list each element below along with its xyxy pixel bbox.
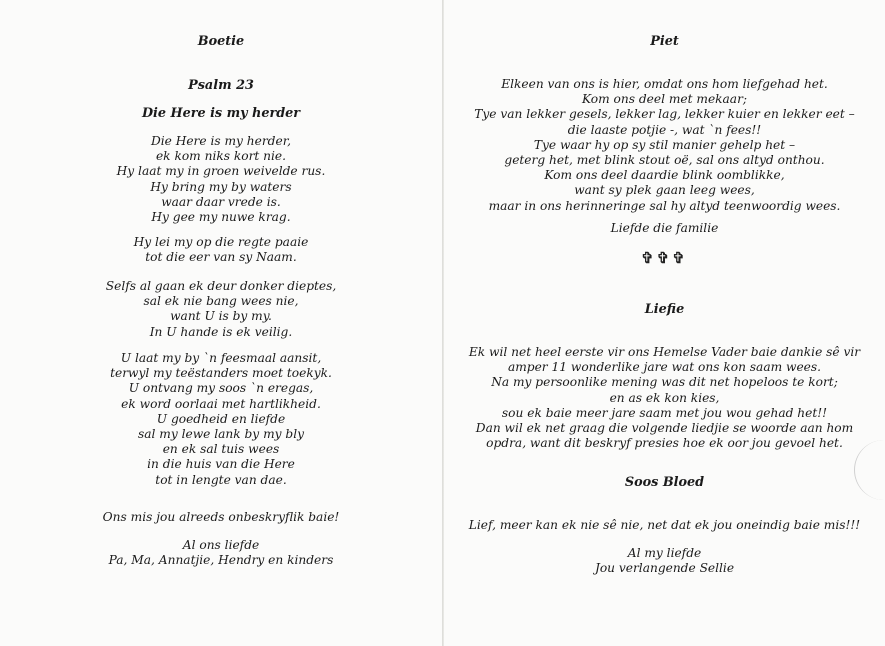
- verse-line: Hy gee my nuwe krag.: [151, 210, 291, 225]
- verse-line: Hy bring my by waters: [150, 179, 292, 194]
- verse-line: Die Here is my herder,: [150, 134, 292, 148]
- psalm-subtitle: Die Here is my herder: [141, 106, 301, 121]
- left-page: [0, 0, 442, 646]
- verse-line: tot in lengte van dae.: [155, 472, 287, 487]
- psalm-stanza-2: [0, 235, 442, 265]
- tribute-line: maar in ons herinneringe sal hy altyd teenwoordig wees.: [488, 198, 841, 213]
- piet-tribute: [444, 77, 885, 214]
- tribute-line: Elkeen van ons is hier, omdat ons hom liefgehad het.: [501, 77, 828, 91]
- verse-line: sal my lewe lank by my bly: [138, 427, 304, 442]
- verse-line: U ontvang my soos `n eregas,: [128, 381, 314, 396]
- message-line: amper 11 wonderlike jare wat ons kon saam wees.: [507, 360, 822, 375]
- liefie-heading: Liefie: [644, 302, 685, 317]
- soos-bloed-text: Lief, meer kan ek nie sê nie, net dat ek jou oneindig baie mis!!!: [468, 518, 861, 532]
- boetie-heading: Boetie: [197, 34, 245, 49]
- message-line: en as ek kon kies,: [609, 390, 720, 405]
- verse-line: U laat my by `n feesmaal aansit,: [120, 351, 322, 365]
- family-signoff: [0, 538, 442, 568]
- verse-line: ek word oorlaai met hartlikheid.: [121, 396, 321, 411]
- verse-line: ek kom niks kort nie.: [155, 149, 287, 164]
- tribute-line: Kom ons deel met mekaar;: [581, 92, 748, 107]
- signoff-line: Al my liefde: [627, 546, 702, 560]
- verse-line: terwyl my teëstanders moet toekyk.: [110, 366, 332, 381]
- verse-line: In U hande is ek veilig.: [149, 324, 293, 339]
- psalm-stanza-3: [0, 279, 442, 340]
- signoff-line: Al ons liefde: [182, 538, 260, 552]
- verse-line: Selfs al gaan ek deur donker dieptes,: [105, 279, 337, 293]
- psalm-title: Psalm 23: [188, 78, 254, 93]
- verse-line: tot die eer van sy Naam.: [145, 250, 297, 265]
- crosses-icon: ✞✞✞: [641, 249, 688, 267]
- message-line: sou ek baie meer jare saam met jou wou gehad het!!: [501, 405, 828, 420]
- verse-line: Hy lei my op die regte paaie: [133, 235, 309, 249]
- piet-heading: Piet: [650, 34, 679, 49]
- tribute-line: want sy plek gaan leeg wees,: [574, 183, 755, 198]
- tribute-line: die laaste potjie -, wat `n fees!!: [567, 122, 762, 137]
- message-line: Dan wil ek net graag die volgende liedjie se woorde aan hom: [475, 421, 854, 436]
- signoff-names: Pa, Ma, Annatjie, Hendry en kinders: [108, 553, 334, 568]
- psalm-stanza-4: [0, 351, 442, 488]
- tribute-line: Tye waar hy op sy stil manier gehelp het –: [533, 137, 796, 152]
- message-line: Ek wil net heel eerste vir ons Hemelse Vader baie dankie sê vir: [468, 345, 861, 359]
- psalm-stanza-1: [0, 134, 442, 225]
- verse-line: in die huis van die Here: [147, 457, 295, 472]
- verse-line: Hy laat my in groen weivelde rus.: [116, 164, 326, 179]
- tribute-line: geterg het, met blink stout oë, sal ons altyd onthou.: [504, 153, 825, 168]
- verse-line: waar daar vrede is.: [161, 194, 281, 209]
- verse-line: want U is by my.: [170, 309, 272, 324]
- soos-bloed-heading: Soos Bloed: [624, 475, 705, 490]
- piet-signoff: Liefde die familie: [610, 221, 719, 235]
- closing-line: Ons mis jou alreeds onbeskryflik baie!: [102, 510, 340, 524]
- tribute-line: Kom ons deel daardie blink oomblikke,: [544, 168, 785, 183]
- message-line: opdra, want dit beskryf presies hoe ek oor jou gevoel het.: [486, 436, 843, 451]
- signoff-name: Jou verlangende Sellie: [594, 561, 735, 576]
- verse-line: en ek sal tuis wees: [162, 442, 280, 457]
- sellie-signoff: [444, 546, 885, 576]
- tribute-line: Tye van lekker gesels, lekker lag, lekker kuier en lekker eet –: [474, 107, 855, 122]
- verse-line: sal ek nie bang wees nie,: [143, 294, 299, 309]
- verse-line: U goedheid en liefde: [156, 411, 286, 426]
- liefie-message: [444, 345, 885, 451]
- message-line: Na my persoonlike mening was dit net hopeloos te kort;: [491, 375, 838, 390]
- right-page: [444, 0, 885, 646]
